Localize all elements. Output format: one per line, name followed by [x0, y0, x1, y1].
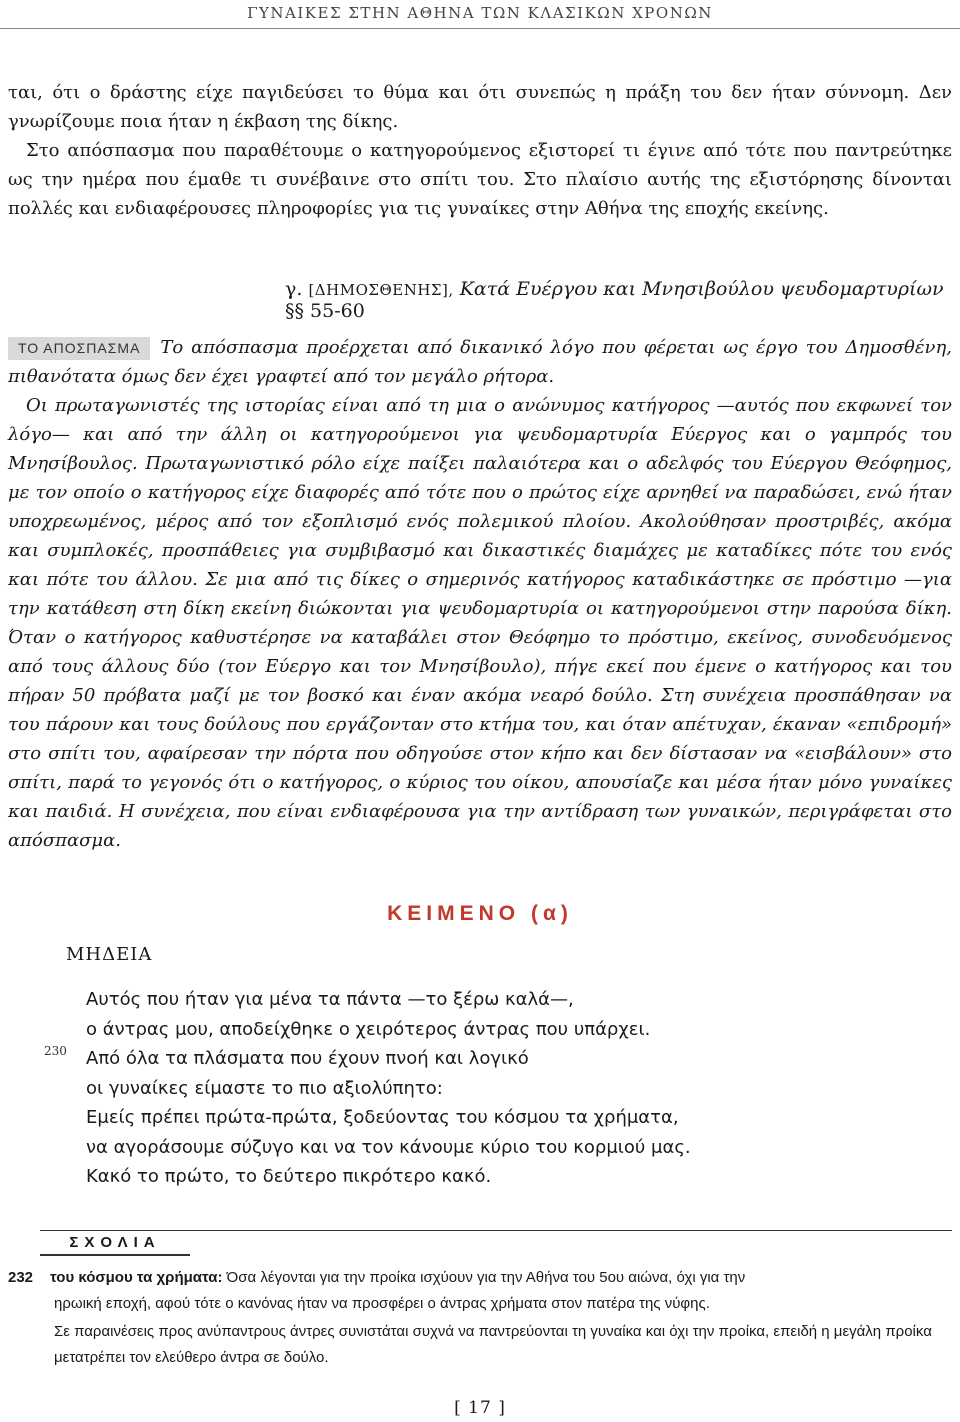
poem-line: Εμείς πρέπει πρώτα-πρώτα, ξοδεύοντας του κόσμου τα χρήματα,: [86, 1107, 679, 1128]
poem-line: Από όλα τα πλάσματα που έχουν πνοή και λογικό: [86, 1048, 529, 1069]
apospasma-section: [8, 333, 952, 855]
section-work: Κατά Ευέργου και Μνησιβούλου ψευδομαρτυρίων: [459, 278, 944, 300]
poem-line: Αυτός που ήταν για μένα τα πάντα —το ξέρω καλά—,: [86, 989, 574, 1010]
scholia-note: [8, 1265, 952, 1317]
section-letter: γ.: [285, 278, 303, 300]
note-text-continued: ηρωική εποχή, αφού τότε ο κανόνας ήταν να προσφέρει ο άντρας χρήματα στον πατέρα της νύφης.: [54, 1295, 710, 1312]
note-term: του κόσμου τα χρήματα:: [50, 1269, 223, 1286]
keimeno-title: ΚΕΙΜΕΝΟ (α): [387, 902, 573, 925]
intro-paragraph: [8, 78, 952, 223]
poem-text: [86, 985, 846, 1192]
intro-text-1: ται, ότι ο δράστης είχε παγιδεύσει το θύμα και ότι συνεπώς η πράξη του δεν ήταν σύννομη. Δεν γνωρίζουμε ποια ήταν η έκβαση της δίκης.: [8, 82, 952, 132]
running-head: ΓΥΝΑΙΚΕΣ ΣΤΗΝ ΑΘΗΝΑ ΤΩΝ ΚΛΑΣΙΚΩΝ ΧΡΟΝΩΝ: [247, 4, 713, 22]
speaker-name: ΜΗΔΕΙΑ: [66, 944, 153, 965]
poem-line: οι γυναίκες είμαστε το πιο αξιολύπητο:: [86, 1077, 443, 1099]
poem-line: να αγοράσουμε σύζυγο και να τον κάνουμε κύριο του κορμιού μας.: [86, 1136, 691, 1158]
note-text-2: Σε παραινέσεις προς ανύπαντρους άντρες συνιστάται συχνά να παντρεύονται τη γυναίκα και όχι την προίκα, επειδή η μεγάλη προίκα μετατρέπει τον ελεύθερο άντρα σε δούλο.: [54, 1323, 932, 1366]
section-ref: §§ 55-60: [285, 300, 365, 322]
poem-line: Κακό το πρώτο, το δεύτερο πικρότερο κακό.: [86, 1166, 492, 1187]
scholia-title: ΣΧΟΛΙΑ: [69, 1234, 161, 1251]
poem-line: ο άντρας μου, αποδείχθηκε ο χειρότερος άντρας που υπάρχει.: [86, 1018, 651, 1040]
scholia-note-2: [8, 1319, 952, 1371]
header-rule: [0, 28, 960, 29]
section-author: [ΔΗΜΟΣΘΕΝΗΣ],: [308, 281, 454, 299]
verse-line-number: 230: [44, 1044, 67, 1058]
page-number: [ 17 ]: [454, 1398, 506, 1418]
section-heading: [285, 278, 960, 322]
apospasma-text-1: Το απόσπασμα προέρχεται από δικανικό λόγο που φέρεται ως έργο του Δημοσθένη, πιθανότατα όμως δεν έχει γραφτεί από τον μεγάλο ρήτορα.: [8, 337, 952, 387]
apospasma-label: ΤΟ ΑΠΟΣΠΑΣΜΑ: [8, 337, 150, 360]
note-text: Όσα λέγονται για την προίκα ισχύουν για την Αθήνα του 5ου αιώνα, όχι για την: [226, 1269, 746, 1286]
note-line-number: 232: [8, 1269, 34, 1286]
apospasma-text-2: Οι πρωταγωνιστές της ιστορίας είναι από τη μια ο ανώνυμος κατήγορος —αυτός που εκφωνεί τον λόγο— και από την άλλη οι κατηγορούμενοι για ψευδομαρτυρία Εύεργος και ο γαμπρός του Μνησίβουλος. Πρωταγωνιστικό ρόλο είχε παίξει παλαιότερα και ο αδελφός του Εύεργου Θεόφημος, με τον οποίο ο κατήγορος είχε διαφορές από τότε που ο πρώτος είχε αρνηθεί να παραδώσει, ενώ ήταν υποχρεωμένος, μέρος από τον εξοπλισμό ενός πολεμικού πλοίου. Ακολούθησαν προστριβές, ακόμα και συμπλοκές, προσπάθειες για συμβιβασμό και δικαστικές διαμάχες με καταδίκες πότε του ενός και πότε του άλλου. Σε μια από τις δίκες ο σημερινός κατήγορος καταδικάστηκε σε πρόστιμο —για την κατάθεση στη δίκη εκείνη διώκονται για ψευδομαρτυρία οι κατηγορούμενοι στην παρούσα δίκη. Όταν ο κατήγορος καθυστέρησε να καταβάλει στον Θεόφημο το πρόστιμο, εκείνος, συνοδευόμενος από τους άλλους δύο (τον Εύεργο και τον Μνησίβουλο), πήγε εκεί που έμενε ο κατήγορος και του πήραν 50 πρόβατα μαζί με τον βοσκό και έναν ακόμα νεαρό δούλο. Στη συνέχεια προσπάθησαν να του πάρουν και τους δούλους που εργάζονταν στο κτήμα του, και όταν απέτυχαν, έκαναν «επιδρομή» στο σπίτι του, αφαίρεσαν την πόρτα που οδηγούσε στον κήπο και δεν δίστασαν να «εισβάλουν» στο σπίτι, παρά το γεγονός ότι ο κατήγορος, ο κύριος του οίκου, απουσίαζε και μέσα ήταν μόνο γυναίκες και παιδιά. Η συνέχεια, που είναι ενδιαφέρουσα για την αντίδραση των γυναικών, περιγράφεται στο απόσπασμα.: [8, 395, 952, 851]
intro-text-2: Στο απόσπασμα που παραθέτουμε ο κατηγορούμενος εξιστορεί τι έγινε από τότε που παντρεύτηκε ως την ημέρα που έμαθε τι συνέβαινε στο σπίτι του. Στο πλαίσιο αυτής της εξιστόρησης δίνονται πολλές και ενδιαφέρουσες πληροφορίες για τις γυναίκες στην Αθήνα της εποχής εκείνης.: [8, 140, 952, 219]
